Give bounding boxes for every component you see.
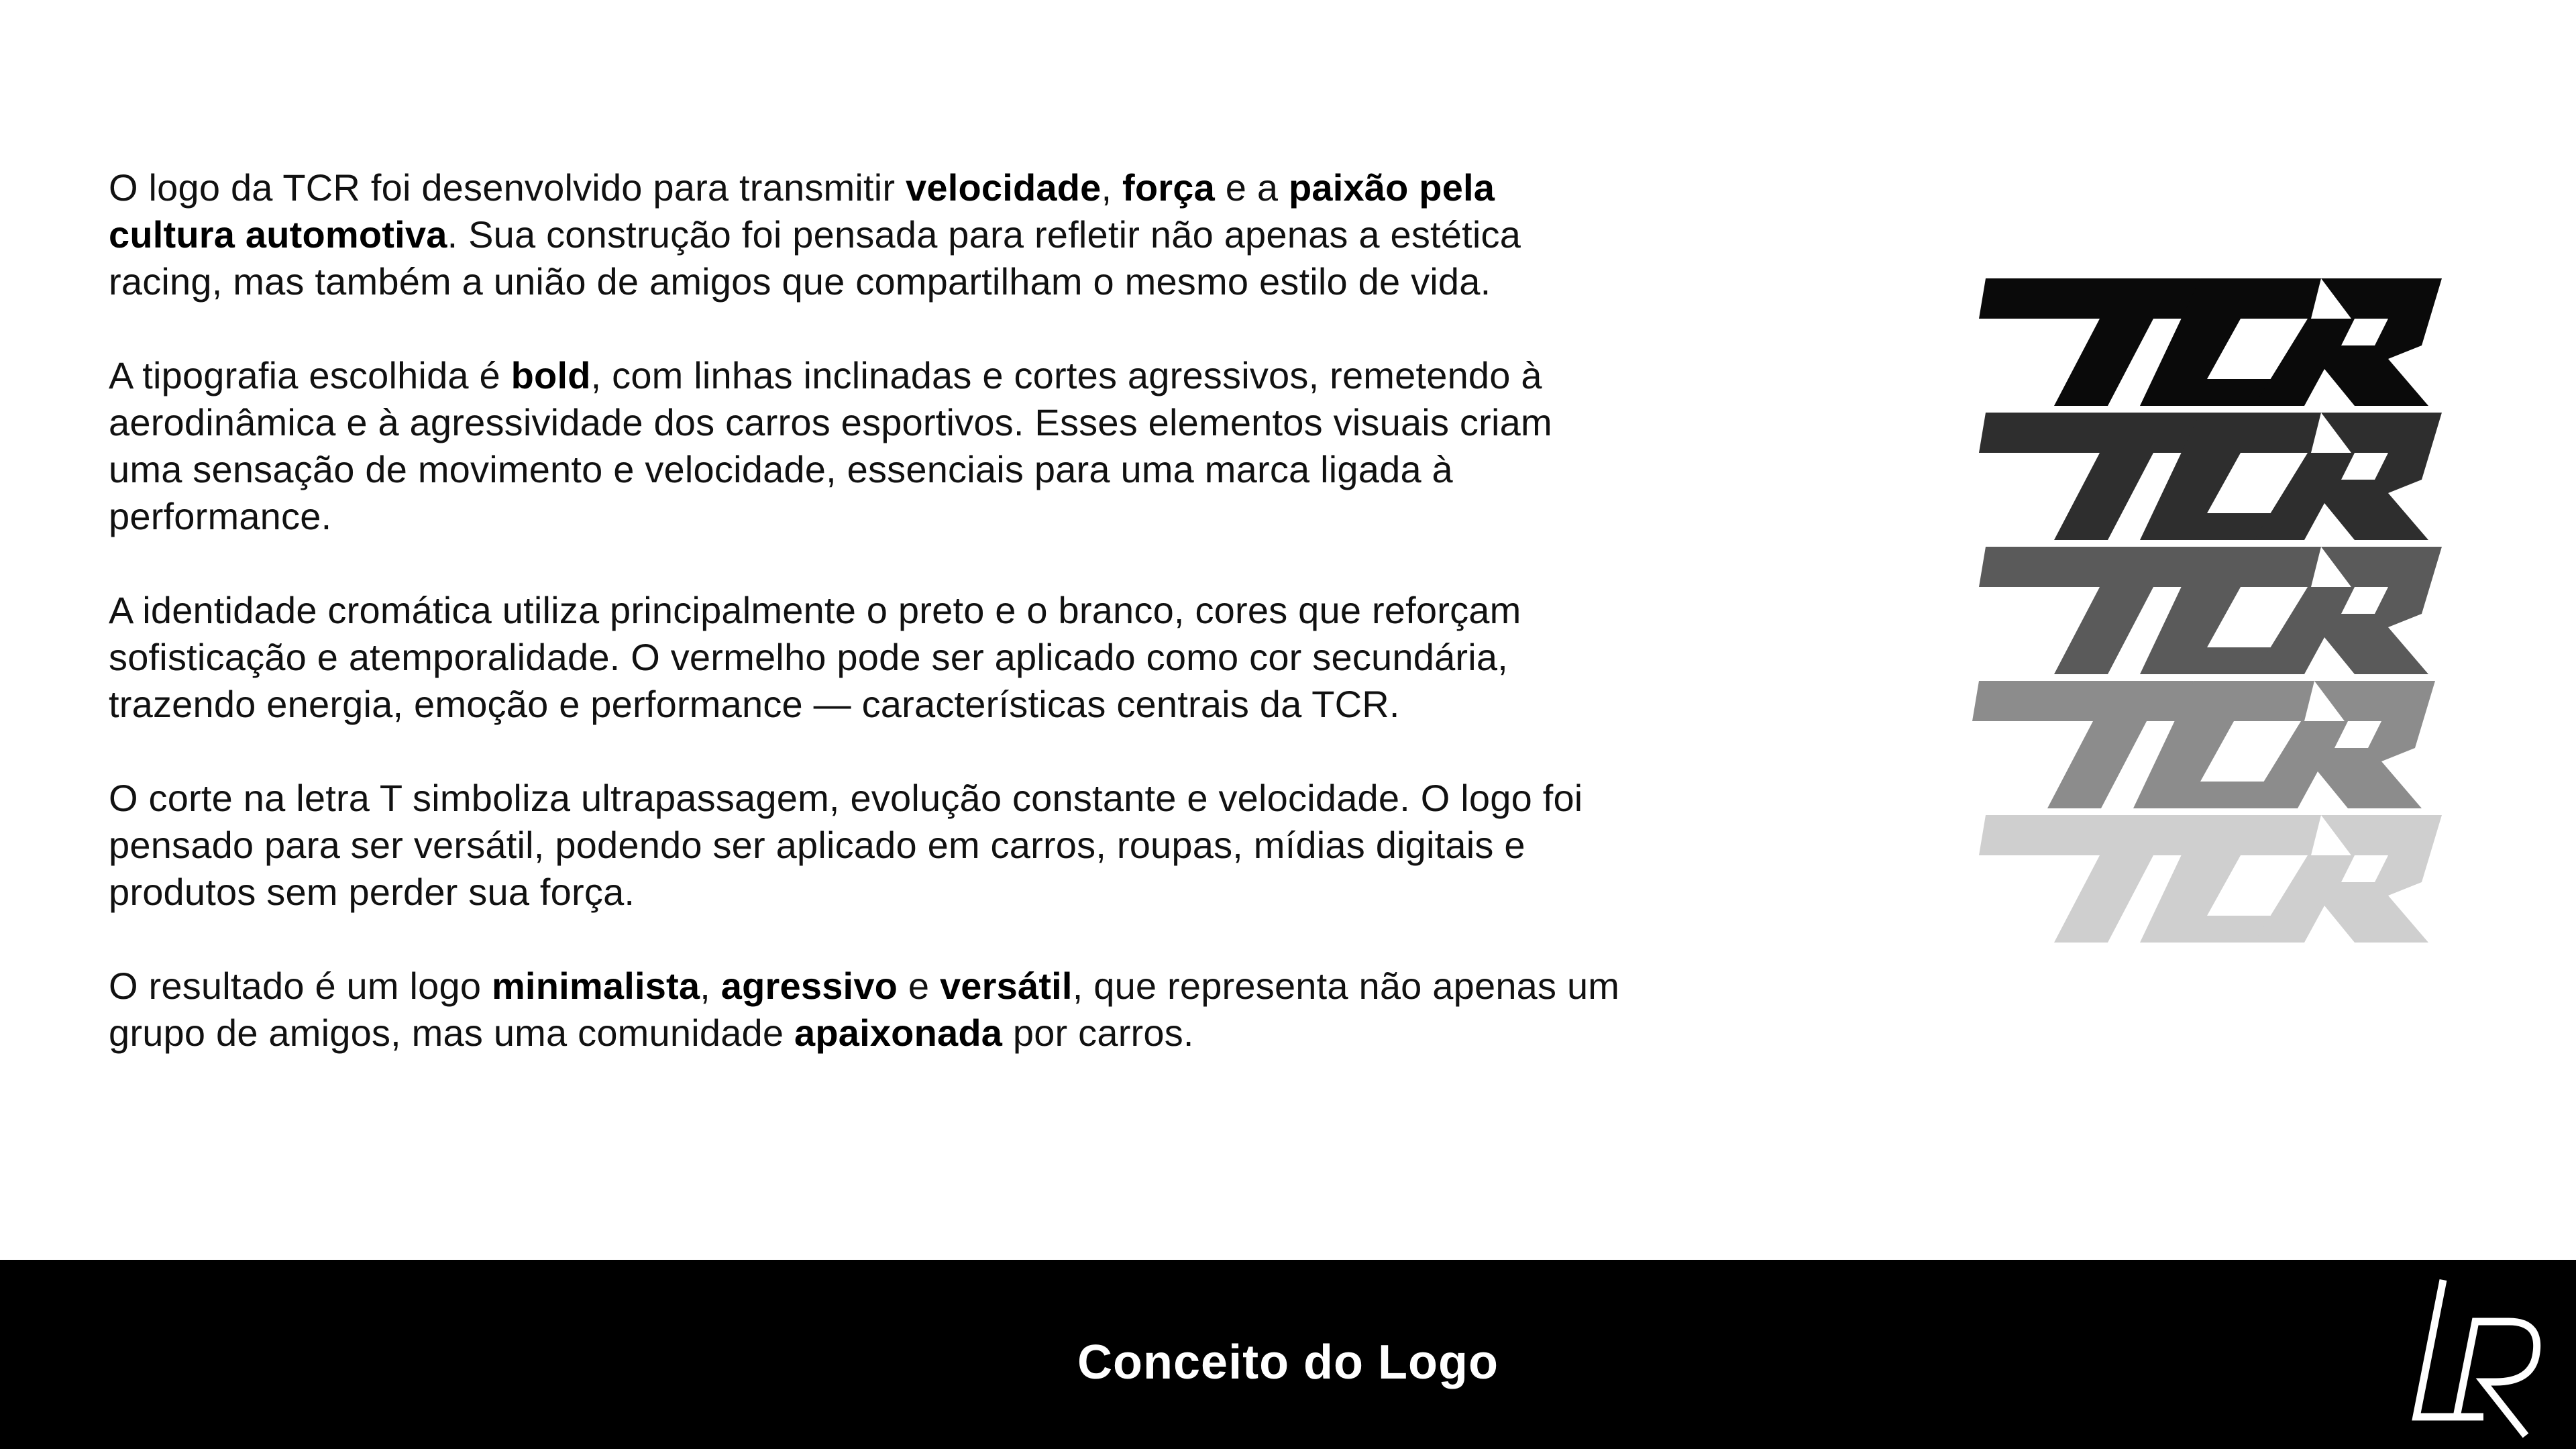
body-text: O corte na letra T simboliza ultrapassagem, evolução constante e velocidade. O logo foi	[109, 777, 1583, 819]
body-text: e a	[1214, 166, 1289, 209]
paragraph-typography	[109, 352, 1826, 540]
body-text: O logo da TCR foi desenvolvido para transmitir	[109, 166, 906, 209]
emphasis-text: paixão pela	[1288, 166, 1495, 209]
lr-monogram-logo	[2408, 1275, 2549, 1439]
body-text: , com linhas inclinadas e cortes agressivos, remetendo à	[590, 354, 1542, 396]
body-text: grupo de amigos, mas uma comunidade	[109, 1012, 794, 1054]
concept-text	[109, 164, 1826, 1104]
emphasis-text: velocidade	[906, 166, 1102, 209]
tcr-logo-stack	[1959, 272, 2442, 953]
body-text: e	[898, 965, 940, 1007]
body-text: por carros.	[1002, 1012, 1194, 1054]
paragraph-result	[109, 963, 1826, 1057]
footer-title: Conceito do Logo	[1077, 1336, 1499, 1389]
footer-bar	[0, 1260, 2576, 1449]
emphasis-text: versátil	[939, 965, 1073, 1007]
body-text: , que representa não apenas um	[1072, 965, 1620, 1007]
body-text: trazendo energia, emoção e performance — características centrais da TCR.	[109, 683, 1400, 725]
emphasis-text: bold	[511, 354, 591, 396]
body-text: O resultado é um logo	[109, 965, 492, 1007]
tcr-logo-variant-3	[1959, 540, 2442, 681]
emphasis-text: agressivo	[720, 965, 898, 1007]
body-text: produtos sem perder sua força.	[109, 871, 635, 913]
tcr-logo-variant-5	[1959, 808, 2442, 949]
emphasis-text: força	[1122, 166, 1215, 209]
paragraph-t-cut	[109, 775, 1826, 916]
emphasis-text: cultura automotiva	[109, 213, 447, 256]
body-text: racing, mas também a união de amigos que compartilham o mesmo estilo de vida.	[109, 260, 1491, 303]
body-text: pensado para ser versátil, podendo ser aplicado em carros, roupas, mídias digitais e	[109, 824, 1525, 866]
tcr-logo-variant-1	[1959, 272, 2442, 413]
tcr-logo-variant-4	[1952, 674, 2435, 815]
body-text: ,	[700, 965, 721, 1007]
body-text: aerodinâmica e à agressividade dos carros esportivos. Esses elementos visuais criam	[109, 401, 1552, 443]
body-text: performance.	[109, 495, 332, 537]
emphasis-text: minimalista	[491, 965, 700, 1007]
body-text: A identidade cromática utiliza principalmente o preto e o branco, cores que reforçam	[109, 589, 1521, 631]
emphasis-text: apaixonada	[794, 1012, 1003, 1054]
paragraph-intro	[109, 164, 1826, 305]
body-text: A tipografia escolhida é	[109, 354, 511, 396]
body-text: uma sensação de movimento e velocidade, essenciais para uma marca ligada à	[109, 448, 1453, 490]
body-text: sofisticação e atemporalidade. O vermelho pode ser aplicado como cor secundária,	[109, 636, 1509, 678]
tcr-logo-variant-2	[1959, 406, 2442, 547]
paragraph-colors	[109, 587, 1826, 728]
body-text: . Sua construção foi pensada para refletir não apenas a estética	[447, 213, 1521, 256]
body-text: ,	[1101, 166, 1123, 209]
